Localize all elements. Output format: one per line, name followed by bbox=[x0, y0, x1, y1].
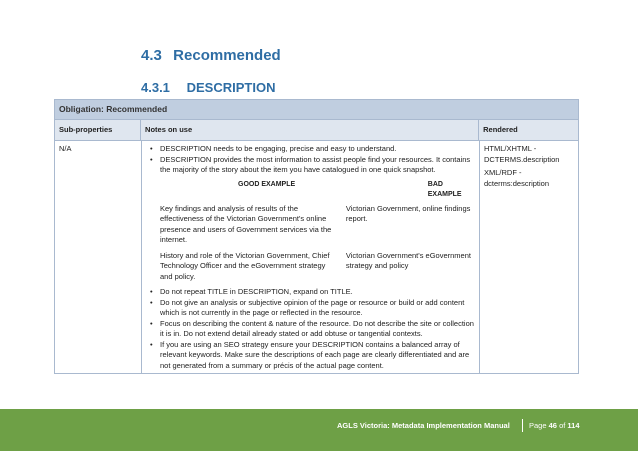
subsection-title: DESCRIPTION bbox=[186, 80, 276, 95]
list-item: • Focus on describing the content & nature of the resource. Do not describe the site or collection it is in. Do not extend detail already stated or add obtuse or tangential contexts. bbox=[160, 319, 475, 340]
table-row bbox=[55, 141, 578, 373]
table-header-row bbox=[55, 120, 578, 141]
bad-example: Victorian Government's eGovernment strategy and policy bbox=[345, 250, 471, 270]
header-notes: Notes on use bbox=[141, 120, 479, 140]
list-item: • Do not repeat TITLE in DESCRIPTION, expand on TITLE. bbox=[160, 287, 475, 298]
page-total: 114 bbox=[567, 421, 580, 430]
subsection-number: 4.3.1 bbox=[141, 80, 170, 95]
section-heading bbox=[141, 47, 281, 64]
section-title: Recommended bbox=[173, 47, 281, 64]
rendered-cell bbox=[480, 141, 576, 373]
example-headers bbox=[146, 180, 475, 201]
list-item: • DESCRIPTION needs to be engaging, precise and easy to understand. bbox=[160, 144, 475, 155]
obligation-row: Obligation: Recommended bbox=[55, 100, 578, 120]
list-item: • DESCRIPTION provides the most information to assist people find your resources. It contains the majority of the story about the item you have catalogued in one quick snapshot. bbox=[160, 155, 475, 176]
good-example-header: GOOD EXAMPLE bbox=[238, 180, 296, 188]
header-sub-properties: Sub-properties bbox=[55, 120, 141, 140]
page-of: of bbox=[559, 421, 566, 430]
example-row bbox=[160, 204, 475, 246]
list-item: • Do not give an analysis or subjective opinion of the page or resource or build or add content which is not currently in the page or reflected in the resource. bbox=[160, 298, 475, 319]
rendered-html: HTML/XHTML - DCTERMS.description bbox=[484, 144, 560, 164]
rendered-xml: XML/RDF - dcterms:description bbox=[484, 168, 550, 188]
example-row bbox=[160, 251, 475, 283]
page-label: Page bbox=[529, 421, 547, 430]
bad-example: Victorian Government, online findings report. bbox=[345, 203, 471, 223]
list-item: • If you are using an SEO strategy ensure your DESCRIPTION contains a balanced array of relevant keywords. Make sure the descriptions of each page are clearly differentiated and are not generated from a summary or précis of the actual page content. bbox=[160, 340, 475, 372]
header-rendered: Rendered bbox=[483, 125, 518, 134]
sub-properties-cell: N/A bbox=[55, 141, 142, 373]
page-footer bbox=[0, 409, 638, 451]
notes-list-bottom bbox=[146, 287, 475, 371]
notes-cell bbox=[142, 141, 480, 373]
subsection-heading bbox=[141, 80, 275, 95]
page-current: 46 bbox=[548, 421, 557, 430]
description-table bbox=[54, 99, 579, 374]
good-example: Key findings and analysis of results of the effectiveness of the Victorian Government's online presence and users of Government services via the internet. bbox=[160, 203, 332, 244]
footer-title: AGLS Victoria: Metadata Implementation Manual bbox=[337, 421, 510, 430]
footer-divider bbox=[522, 419, 523, 432]
page-number bbox=[529, 421, 580, 430]
good-example: History and role of the Victorian Government, Chief Technology Officer and the eGovernment strategy and policy. bbox=[160, 250, 330, 281]
section-number: 4.3 bbox=[141, 47, 162, 64]
bad-example-header: BAD EXAMPLE bbox=[427, 180, 462, 198]
notes-list-top bbox=[146, 144, 475, 176]
